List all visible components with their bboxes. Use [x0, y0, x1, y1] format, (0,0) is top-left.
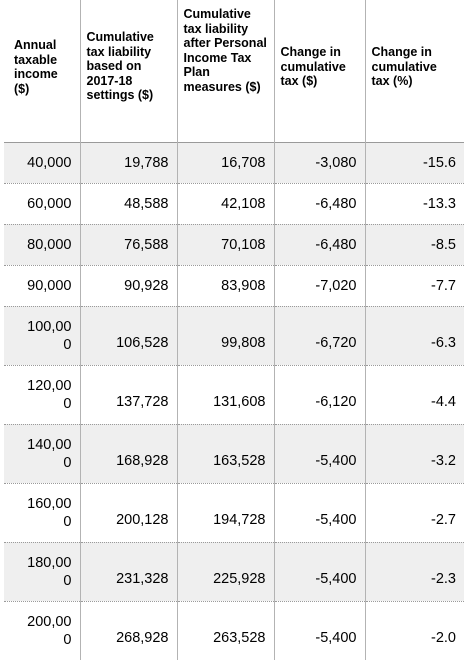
table-row: [4, 601, 464, 660]
table-row: [4, 142, 464, 183]
cell-tax-2017-18: 48,588: [80, 183, 177, 224]
table-row: [4, 183, 464, 224]
cell-income: 140,000: [4, 424, 80, 483]
cell-income: 100,000: [4, 306, 80, 365]
cell-tax-2017-18: 106,528: [80, 306, 177, 365]
cell-change-percent: -15.6: [365, 142, 464, 183]
cell-tax-after-plan: 16,708: [177, 142, 274, 183]
cell-change-percent: -2.0: [365, 601, 464, 660]
cell-change-percent: -3.2: [365, 424, 464, 483]
cell-income: 200,000: [4, 601, 80, 660]
cell-income: 160,000: [4, 483, 80, 542]
cell-tax-2017-18: 19,788: [80, 142, 177, 183]
tax-comparison-table: [4, 0, 464, 660]
cell-income: 120,000: [4, 365, 80, 424]
cell-tax-2017-18: 200,128: [80, 483, 177, 542]
cell-change-percent: -6.3: [365, 306, 464, 365]
cell-change-dollars: -7,020: [274, 265, 365, 306]
cell-change-percent: -4.4: [365, 365, 464, 424]
cell-change-dollars: -5,400: [274, 601, 365, 660]
header-label: Cumulative tax liability after Personal Income Tax Plan measures ($): [183, 7, 267, 94]
cell-change-dollars: -3,080: [274, 142, 365, 183]
cell-change-percent: -7.7: [365, 265, 464, 306]
cell-income: 40,000: [4, 142, 80, 183]
header-change-dollars: [274, 0, 365, 142]
cell-tax-2017-18: 231,328: [80, 542, 177, 601]
cell-tax-after-plan: 42,108: [177, 183, 274, 224]
cell-tax-after-plan: 70,108: [177, 224, 274, 265]
cell-tax-2017-18: 268,928: [80, 601, 177, 660]
cell-tax-2017-18: 90,928: [80, 265, 177, 306]
table-row: [4, 483, 464, 542]
cell-change-dollars: -6,480: [274, 224, 365, 265]
cell-tax-2017-18: 137,728: [80, 365, 177, 424]
header-label: Change in cumulative tax ($): [280, 45, 346, 88]
cell-change-dollars: -5,400: [274, 483, 365, 542]
cell-income: 80,000: [4, 224, 80, 265]
table-row: [4, 265, 464, 306]
cell-change-dollars: -6,720: [274, 306, 365, 365]
cell-income: 180,000: [4, 542, 80, 601]
cell-tax-after-plan: 163,528: [177, 424, 274, 483]
header-cumulative-tax-2017-18: [80, 0, 177, 142]
table-row: [4, 365, 464, 424]
cell-change-percent: -8.5: [365, 224, 464, 265]
table-body: [4, 142, 464, 660]
header-change-percent: [365, 0, 464, 142]
table-row: [4, 224, 464, 265]
header-label: Annual taxable income ($): [14, 38, 58, 96]
cell-change-percent: -2.7: [365, 483, 464, 542]
cell-tax-2017-18: 168,928: [80, 424, 177, 483]
header-label: Cumulative tax liability based on 2017-18 settings ($): [86, 30, 154, 102]
header-row: [4, 0, 464, 142]
cell-tax-2017-18: 76,588: [80, 224, 177, 265]
cell-income: 90,000: [4, 265, 80, 306]
header-annual-taxable-income: [4, 0, 80, 142]
table-row: [4, 542, 464, 601]
cell-tax-after-plan: 225,928: [177, 542, 274, 601]
cell-change-dollars: -5,400: [274, 424, 365, 483]
cell-tax-after-plan: 99,808: [177, 306, 274, 365]
cell-change-dollars: -5,400: [274, 542, 365, 601]
table-row: [4, 424, 464, 483]
table-header: [4, 0, 464, 142]
cell-tax-after-plan: 83,908: [177, 265, 274, 306]
cell-tax-after-plan: 194,728: [177, 483, 274, 542]
table-row: [4, 306, 464, 365]
cell-change-dollars: -6,480: [274, 183, 365, 224]
cell-change-percent: -13.3: [365, 183, 464, 224]
cell-change-percent: -2.3: [365, 542, 464, 601]
cell-income: 60,000: [4, 183, 80, 224]
cell-tax-after-plan: 263,528: [177, 601, 274, 660]
header-cumulative-tax-after-plan: [177, 0, 274, 142]
header-label: Change in cumulative tax (%): [371, 45, 437, 88]
cell-tax-after-plan: 131,608: [177, 365, 274, 424]
cell-change-dollars: -6,120: [274, 365, 365, 424]
